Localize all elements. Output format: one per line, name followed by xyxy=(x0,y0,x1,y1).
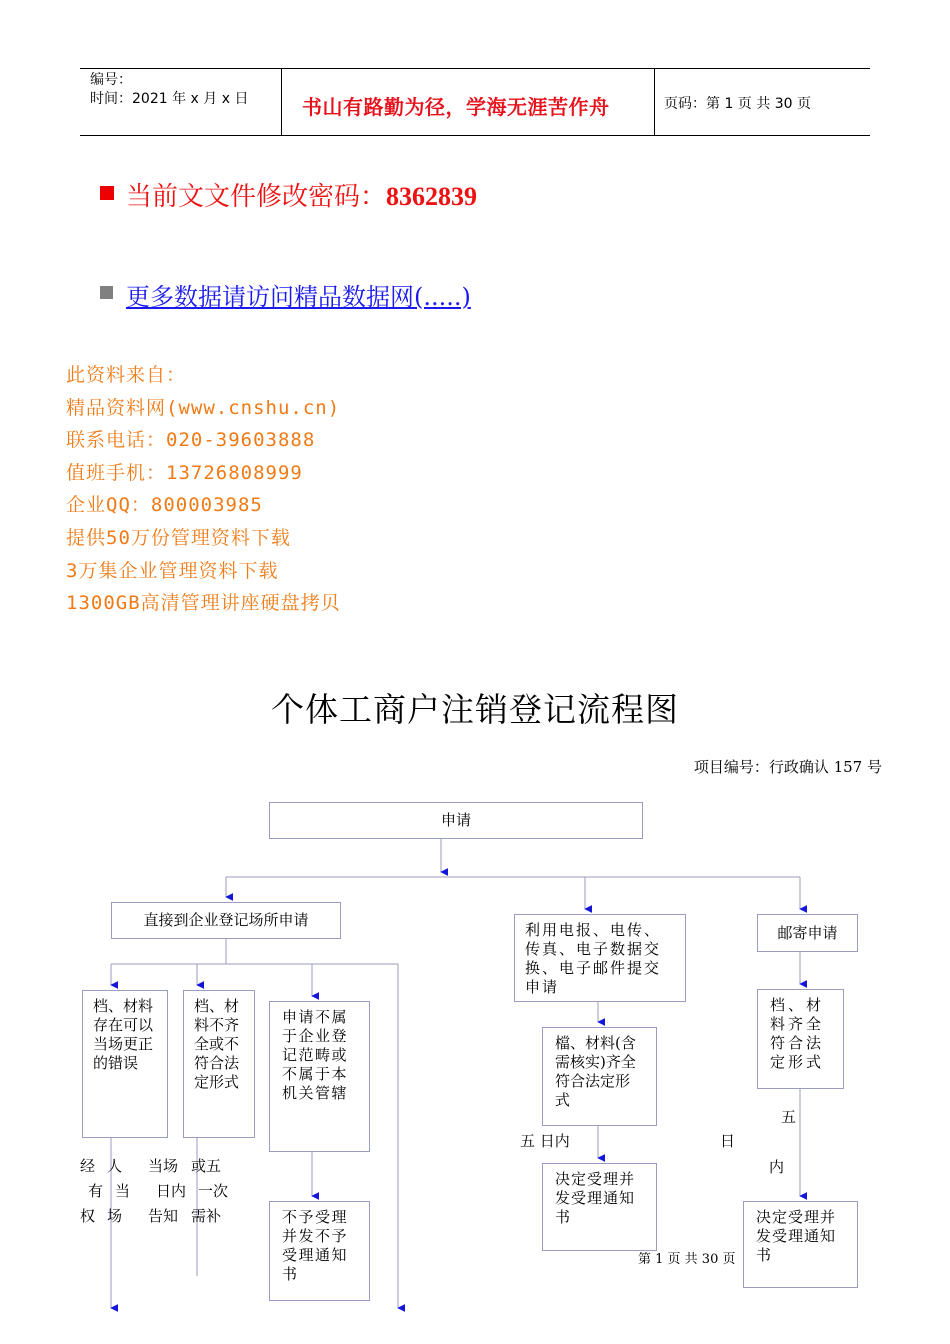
source-line: 值班手机：13726808999 xyxy=(66,461,303,484)
flow-label: 权 xyxy=(80,1207,96,1225)
flow-label: 场 xyxy=(107,1207,123,1225)
flow-label: 告知 xyxy=(148,1207,179,1225)
flow-box-remote: 利用电报、电传、传真、电子数据交换、电子邮件提交申请 xyxy=(514,914,686,1002)
flow-box-mail-accept: 决定受理并发受理通知书 xyxy=(743,1201,858,1288)
flow-box-incomplete: 档、材料不齐全或不符合法定形式 xyxy=(183,990,255,1138)
header-time: 时间：2021 年 x 月 x 日 xyxy=(90,91,249,107)
flow-label: 内 xyxy=(769,1158,785,1176)
password-value: 8362839 xyxy=(386,182,478,211)
source-line: 企业QQ：800003985 xyxy=(66,494,263,517)
flow-label: 经 xyxy=(80,1157,96,1175)
source-line: 1300GB高清管理讲座硬盘拷贝 xyxy=(66,592,341,615)
source-line: 此资料来自： xyxy=(66,364,187,386)
flow-box-correctable: 档、材料存在可以当场更正的错误 xyxy=(82,990,168,1138)
project-number: 项目编号：行政确认 157 号 xyxy=(693,758,882,776)
source-line: 3万集企业管理资料下载 xyxy=(66,559,279,582)
flow-label: 日内 xyxy=(156,1182,187,1200)
flow-label: 当 xyxy=(115,1182,131,1200)
flow-box-mail-complete: 档、材料齐全符合法定形式 xyxy=(757,989,844,1089)
flow-box-not-jurisdiction: 申请不属于企业登记范畴或不属于本机关管辖 xyxy=(269,1001,370,1152)
flow-label: 日 xyxy=(720,1132,736,1150)
flow-label: 有 xyxy=(88,1182,104,1200)
flow-box-remote-accept: 决定受理并发受理通知书 xyxy=(542,1163,657,1251)
flow-box-apply: 申请 xyxy=(269,802,643,839)
header-motto: 书山有路勤为径，学海无涯苦作舟 xyxy=(302,95,610,119)
header-code: 编号： xyxy=(90,72,132,88)
source-line: 联系电话：020-39603888 xyxy=(66,429,316,452)
flow-label: 人 xyxy=(107,1157,123,1175)
page-footer: 第 1 页 共 30 页 xyxy=(638,1252,736,1267)
flow-label: 需补 xyxy=(191,1207,222,1225)
flow-label: 一次 xyxy=(198,1182,229,1200)
flow-box-mail: 邮寄申请 xyxy=(757,914,858,952)
header-page-info: 页码：第 1 页 共 30 页 xyxy=(664,96,811,112)
flow-box-reject: 不予受理并发不予受理通知书 xyxy=(269,1201,370,1301)
flow-label: 五 xyxy=(781,1108,797,1126)
password-label: 当前文文件修改密码： xyxy=(126,182,387,212)
more-data-link[interactable]: 更多数据请访问精品数据网(.....) xyxy=(126,283,471,311)
source-line: 提供50万份管理资料下载 xyxy=(66,526,291,549)
flow-label: 或五 xyxy=(191,1157,222,1175)
flow-label: 当场 xyxy=(148,1157,179,1175)
source-line: 精品资料网(www.cnshu.cn) xyxy=(66,396,341,419)
page-title: 个体工商户注销登记流程图 xyxy=(271,690,679,729)
flow-box-remote-complete: 檔、材料(含需核实)齐全符合法定形式 xyxy=(542,1027,657,1126)
flow-box-direct: 直接到企业登记场所申请 xyxy=(111,902,341,939)
flow-label: 五 日内 xyxy=(520,1132,570,1150)
